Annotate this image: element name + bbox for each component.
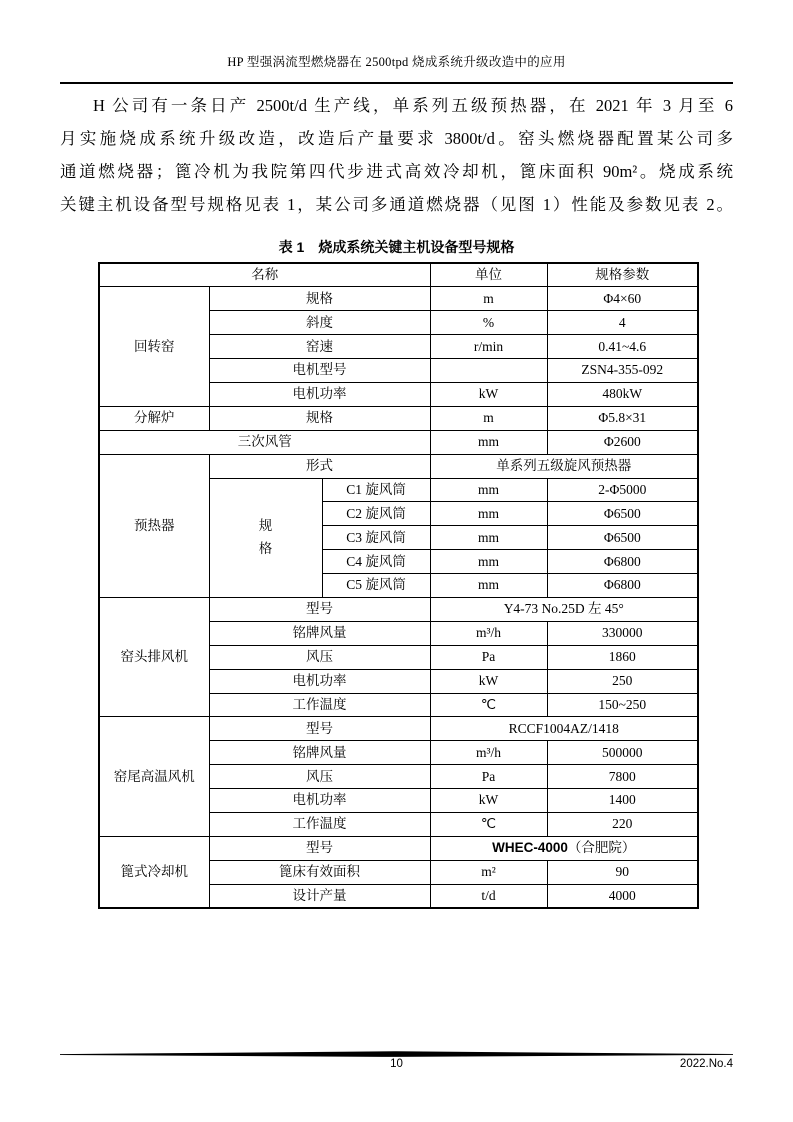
table-cell: mm xyxy=(430,550,547,574)
table-cell: C2 旋风筒 xyxy=(322,502,430,526)
table-cell: m³/h xyxy=(430,741,547,765)
table-cell: 风压 xyxy=(209,645,430,669)
table-row xyxy=(99,836,698,860)
table-cell: 330000 xyxy=(547,621,698,645)
table-cell: 7800 xyxy=(547,765,698,789)
table-cell: 4000 xyxy=(547,884,698,908)
table-cell: RCCF1004AZ/1418 xyxy=(430,717,698,741)
table-cell: t/d xyxy=(430,884,547,908)
row-group-label: 规格 xyxy=(209,478,322,597)
table-cell: mm xyxy=(430,526,547,550)
table-cell: Φ6800 xyxy=(547,550,698,574)
table-cell: 风压 xyxy=(209,765,430,789)
footer-rule xyxy=(60,1050,733,1058)
table-cell: % xyxy=(430,311,547,335)
table-row xyxy=(99,717,698,741)
table-cell: 规格 xyxy=(209,287,430,311)
paragraph-line: 月实施烧成系统升级改造，改造后产量要求 3800t/d。窑头燃烧器配置某公司多 xyxy=(60,129,733,148)
table-cell: 斜度 xyxy=(209,311,430,335)
table-cell: Pa xyxy=(430,645,547,669)
table-cell: 电机型号 xyxy=(209,359,430,383)
table-title: 表 1 烧成系统关键主机设备型号规格 xyxy=(278,239,515,255)
table-cell: 篦床有效面积 xyxy=(209,860,430,884)
table-cell: 工作温度 xyxy=(209,812,430,836)
header-rule xyxy=(60,82,733,84)
page-number: 10 xyxy=(390,1058,403,1070)
table-cell: 220 xyxy=(547,812,698,836)
table-cell: Φ6500 xyxy=(547,502,698,526)
row-group-label: 窑尾高温风机 xyxy=(99,717,209,836)
paragraph-line: 关键主机设备型号规格见表 1，某公司多通道燃烧器（见图 1）性能及参数见表 2。 xyxy=(60,195,733,214)
table-cell: 铭牌风量 xyxy=(209,621,430,645)
body-paragraph xyxy=(60,89,733,221)
table-cell: 形式 xyxy=(209,454,430,478)
table-cell: 电机功率 xyxy=(209,789,430,813)
table-cell: m² xyxy=(430,860,547,884)
table-cell: 规格参数 xyxy=(547,263,698,287)
table-cell: Y4-73 No.25D 左 45° xyxy=(430,597,698,621)
table-cell: 2-Φ5000 xyxy=(547,478,698,502)
table-row xyxy=(99,597,698,621)
table-cell: 工作温度 xyxy=(209,693,430,717)
table-cell: m xyxy=(430,287,547,311)
table-cell: 名称 xyxy=(99,263,430,287)
table-cell: C3 旋风筒 xyxy=(322,526,430,550)
table-cell: 规格 xyxy=(209,406,430,430)
table-cell: 三次风管 xyxy=(99,430,430,454)
table-cell: 电机功率 xyxy=(209,669,430,693)
table-cell: Pa xyxy=(430,765,547,789)
table-row xyxy=(99,454,698,478)
table-cell: 分解炉 xyxy=(99,406,209,430)
issue-label: 2022.No.4 xyxy=(679,1058,733,1070)
table-cell: r/min xyxy=(430,335,547,359)
table-cell: m xyxy=(430,406,547,430)
table-cell: 型号 xyxy=(209,717,430,741)
table-cell: 250 xyxy=(547,669,698,693)
table-row xyxy=(99,287,698,311)
table-cell: ℃ xyxy=(430,693,547,717)
table-cell: 单系列五级旋风预热器 xyxy=(430,454,698,478)
table-cell: WHEC-4000（合肥院） xyxy=(430,836,698,860)
table-cell: mm xyxy=(430,478,547,502)
table-cell: mm xyxy=(430,574,547,598)
table-cell: ZSN4-355-092 xyxy=(547,359,698,383)
table-cell: Φ6500 xyxy=(547,526,698,550)
table-cell: 500000 xyxy=(547,741,698,765)
table-cell xyxy=(430,359,547,383)
table-cell: 1400 xyxy=(547,789,698,813)
table-cell: Φ2600 xyxy=(547,430,698,454)
table-cell: 型号 xyxy=(209,597,430,621)
table-cell: Φ5.8×31 xyxy=(547,406,698,430)
table-cell: kW xyxy=(430,382,547,406)
row-group-label: 预热器 xyxy=(99,454,209,597)
table-cell: C4 旋风筒 xyxy=(322,550,430,574)
table-cell: Φ6800 xyxy=(547,574,698,598)
table-cell: C1 旋风筒 xyxy=(322,478,430,502)
table-cell: Φ4×60 xyxy=(547,287,698,311)
table-cell: 0.41~4.6 xyxy=(547,335,698,359)
table-cell: 1860 xyxy=(547,645,698,669)
row-group-label: 篦式冷却机 xyxy=(99,836,209,908)
table-cell: kW xyxy=(430,669,547,693)
table-cell: 设计产量 xyxy=(209,884,430,908)
row-group-label: 窑头排风机 xyxy=(99,597,209,716)
table-cell: 150~250 xyxy=(547,693,698,717)
table-cell: 电机功率 xyxy=(209,382,430,406)
spec-table xyxy=(98,262,699,909)
table-cell: 型号 xyxy=(209,836,430,860)
table-cell: C5 旋风筒 xyxy=(322,574,430,598)
table-cell: kW xyxy=(430,789,547,813)
table-cell: 窑速 xyxy=(209,335,430,359)
table-cell: 铭牌风量 xyxy=(209,741,430,765)
table-cell: ℃ xyxy=(430,812,547,836)
table-cell: mm xyxy=(430,430,547,454)
table-cell: m³/h xyxy=(430,621,547,645)
page-footer xyxy=(60,1058,733,1074)
table-cell: mm xyxy=(430,502,547,526)
table-row xyxy=(99,263,698,287)
table-row xyxy=(99,406,698,430)
table-cell: 90 xyxy=(547,860,698,884)
paragraph-line: 通道燃烧器；篦冷机为我院第四代步进式高效冷却机，篦床面积 90m²。烧成系统 xyxy=(60,162,733,181)
table-cell: 单位 xyxy=(430,263,547,287)
table-cell: 480kW xyxy=(547,382,698,406)
row-group-label: 回转窑 xyxy=(99,287,209,406)
table-row xyxy=(99,430,698,454)
table-cell: 4 xyxy=(547,311,698,335)
paragraph-line: H 公司有一条日产 2500t/d 生产线，单系列五级预热器，在 2021 年 3 月至 6 xyxy=(93,96,733,115)
running-header-title: HP 型强涡流型燃烧器在 2500tpd 烧成系统升级改造中的应用 xyxy=(227,55,566,69)
